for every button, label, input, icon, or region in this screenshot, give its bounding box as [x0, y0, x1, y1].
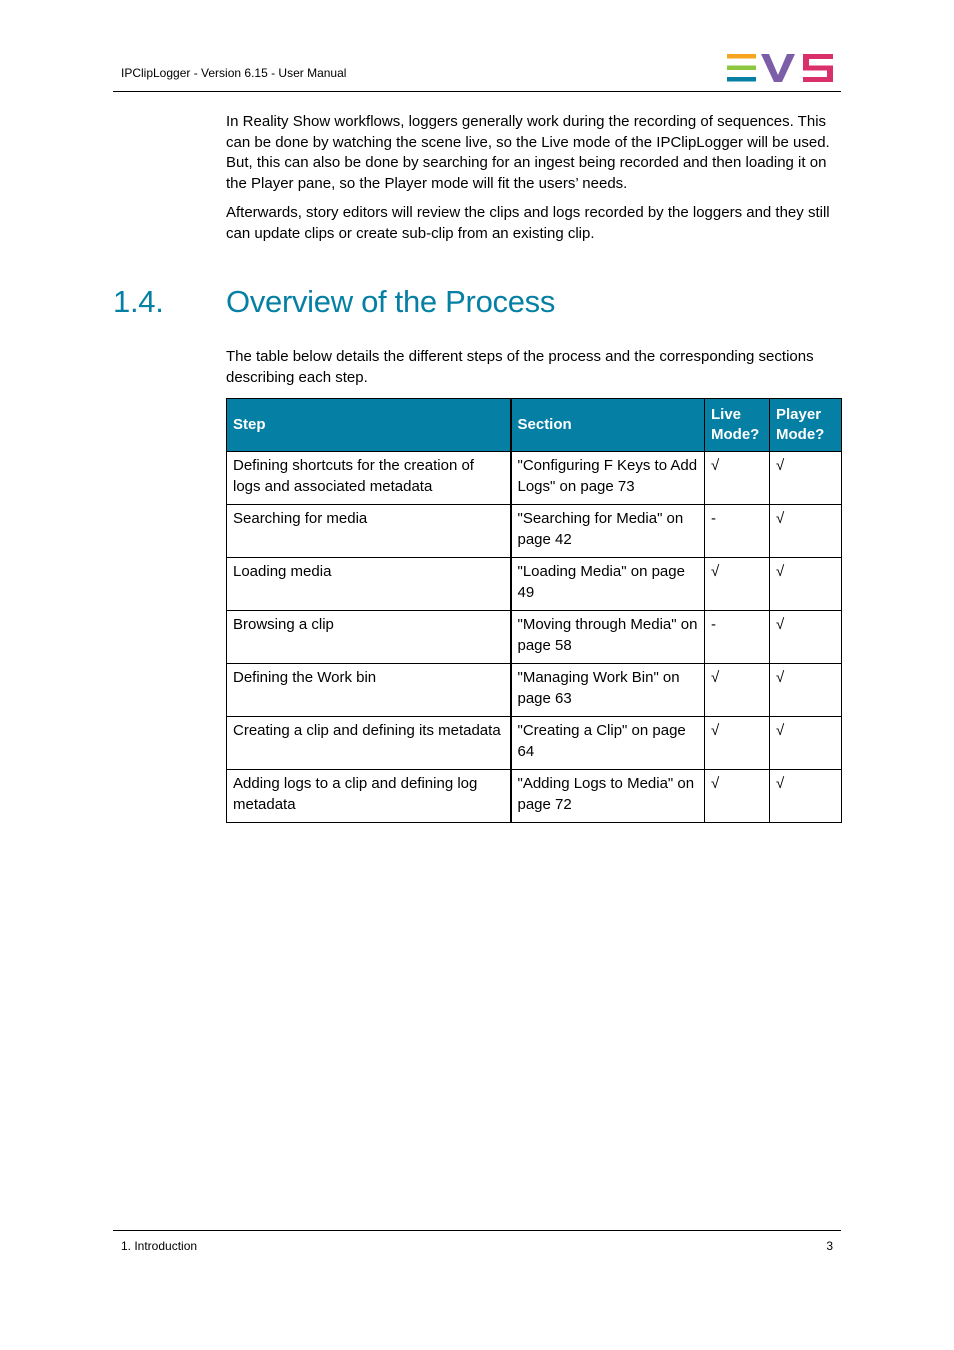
- cell-live-mode: √: [705, 664, 770, 717]
- cell-player-mode: √: [770, 611, 842, 664]
- header-live-mode: Live Mode?: [705, 399, 770, 452]
- cell-live-mode: √: [705, 452, 770, 505]
- cell-live-mode: √: [705, 717, 770, 770]
- header-step: Step: [227, 399, 511, 452]
- cell-step: Defining shortcuts for the creation of logs and associated metadata: [227, 452, 511, 505]
- evs-logo: [727, 54, 835, 82]
- cell-player-mode: √: [770, 770, 842, 823]
- section-title: Overview of the Process: [226, 284, 556, 319]
- table-body: [227, 452, 842, 823]
- cell-live-mode: -: [705, 505, 770, 558]
- process-table: [226, 398, 842, 823]
- table-header-row: [227, 399, 842, 452]
- table-row: [227, 611, 842, 664]
- header-title: IPClipLogger - Version 6.15 - User Manual: [121, 66, 347, 80]
- cell-step: Searching for media: [227, 505, 511, 558]
- cell-section: "Creating a Clip" on page 64: [511, 717, 705, 770]
- header-player-mode: Player Mode?: [770, 399, 842, 452]
- cell-live-mode: √: [705, 770, 770, 823]
- cell-section: "Configuring F Keys to Add Logs" on page 73: [511, 452, 705, 505]
- cell-step: Defining the Work bin: [227, 664, 511, 717]
- cell-step: Adding logs to a clip and defining log metadata: [227, 770, 511, 823]
- cell-section: "Moving through Media" on page 58: [511, 611, 705, 664]
- intro-paragraph-2: Afterwards, story editors will review the clips and logs recorded by the loggers and they still can update clips or create sub-clip from an existing clip.: [226, 204, 830, 242]
- cell-player-mode: √: [770, 664, 842, 717]
- table-row: [227, 664, 842, 717]
- header-section: Section: [511, 399, 705, 452]
- section-description: The table below details the different steps of the process and the corresponding sections describing each step.: [226, 348, 814, 386]
- cell-live-mode: √: [705, 558, 770, 611]
- table-row: [227, 452, 842, 505]
- cell-player-mode: √: [770, 558, 842, 611]
- table-row: [227, 505, 842, 558]
- page-footer: [113, 1230, 841, 1253]
- page-header: [113, 0, 841, 92]
- cell-live-mode: -: [705, 611, 770, 664]
- table-row: [227, 558, 842, 611]
- table-row: [227, 770, 842, 823]
- intro-paragraph-1: In Reality Show workflows, loggers generally work during the recording of sequences. This can be done by watching the scene live, so the Live mode of the IPClipLogger will be used. But, this can also be done by searching for an ingest being recorded and then loading it on the Player pane, so the Player mode will fit the users’ needs.: [226, 113, 830, 192]
- table-header: [227, 399, 842, 452]
- cell-step: Loading media: [227, 558, 511, 611]
- cell-section: "Searching for Media" on page 42: [511, 505, 705, 558]
- footer-page-number: 3: [826, 1239, 833, 1253]
- cell-step: Browsing a clip: [227, 611, 511, 664]
- cell-section: "Adding Logs to Media" on page 72: [511, 770, 705, 823]
- section-number: 1.4.: [113, 284, 164, 319]
- cell-player-mode: √: [770, 717, 842, 770]
- cell-section: "Managing Work Bin" on page 63: [511, 664, 705, 717]
- cell-player-mode: √: [770, 505, 842, 558]
- cell-step: Creating a clip and defining its metadata: [227, 717, 511, 770]
- footer-chapter: 1. Introduction: [121, 1239, 198, 1253]
- table-row: [227, 717, 842, 770]
- cell-player-mode: √: [770, 452, 842, 505]
- cell-section: "Loading Media" on page 49: [511, 558, 705, 611]
